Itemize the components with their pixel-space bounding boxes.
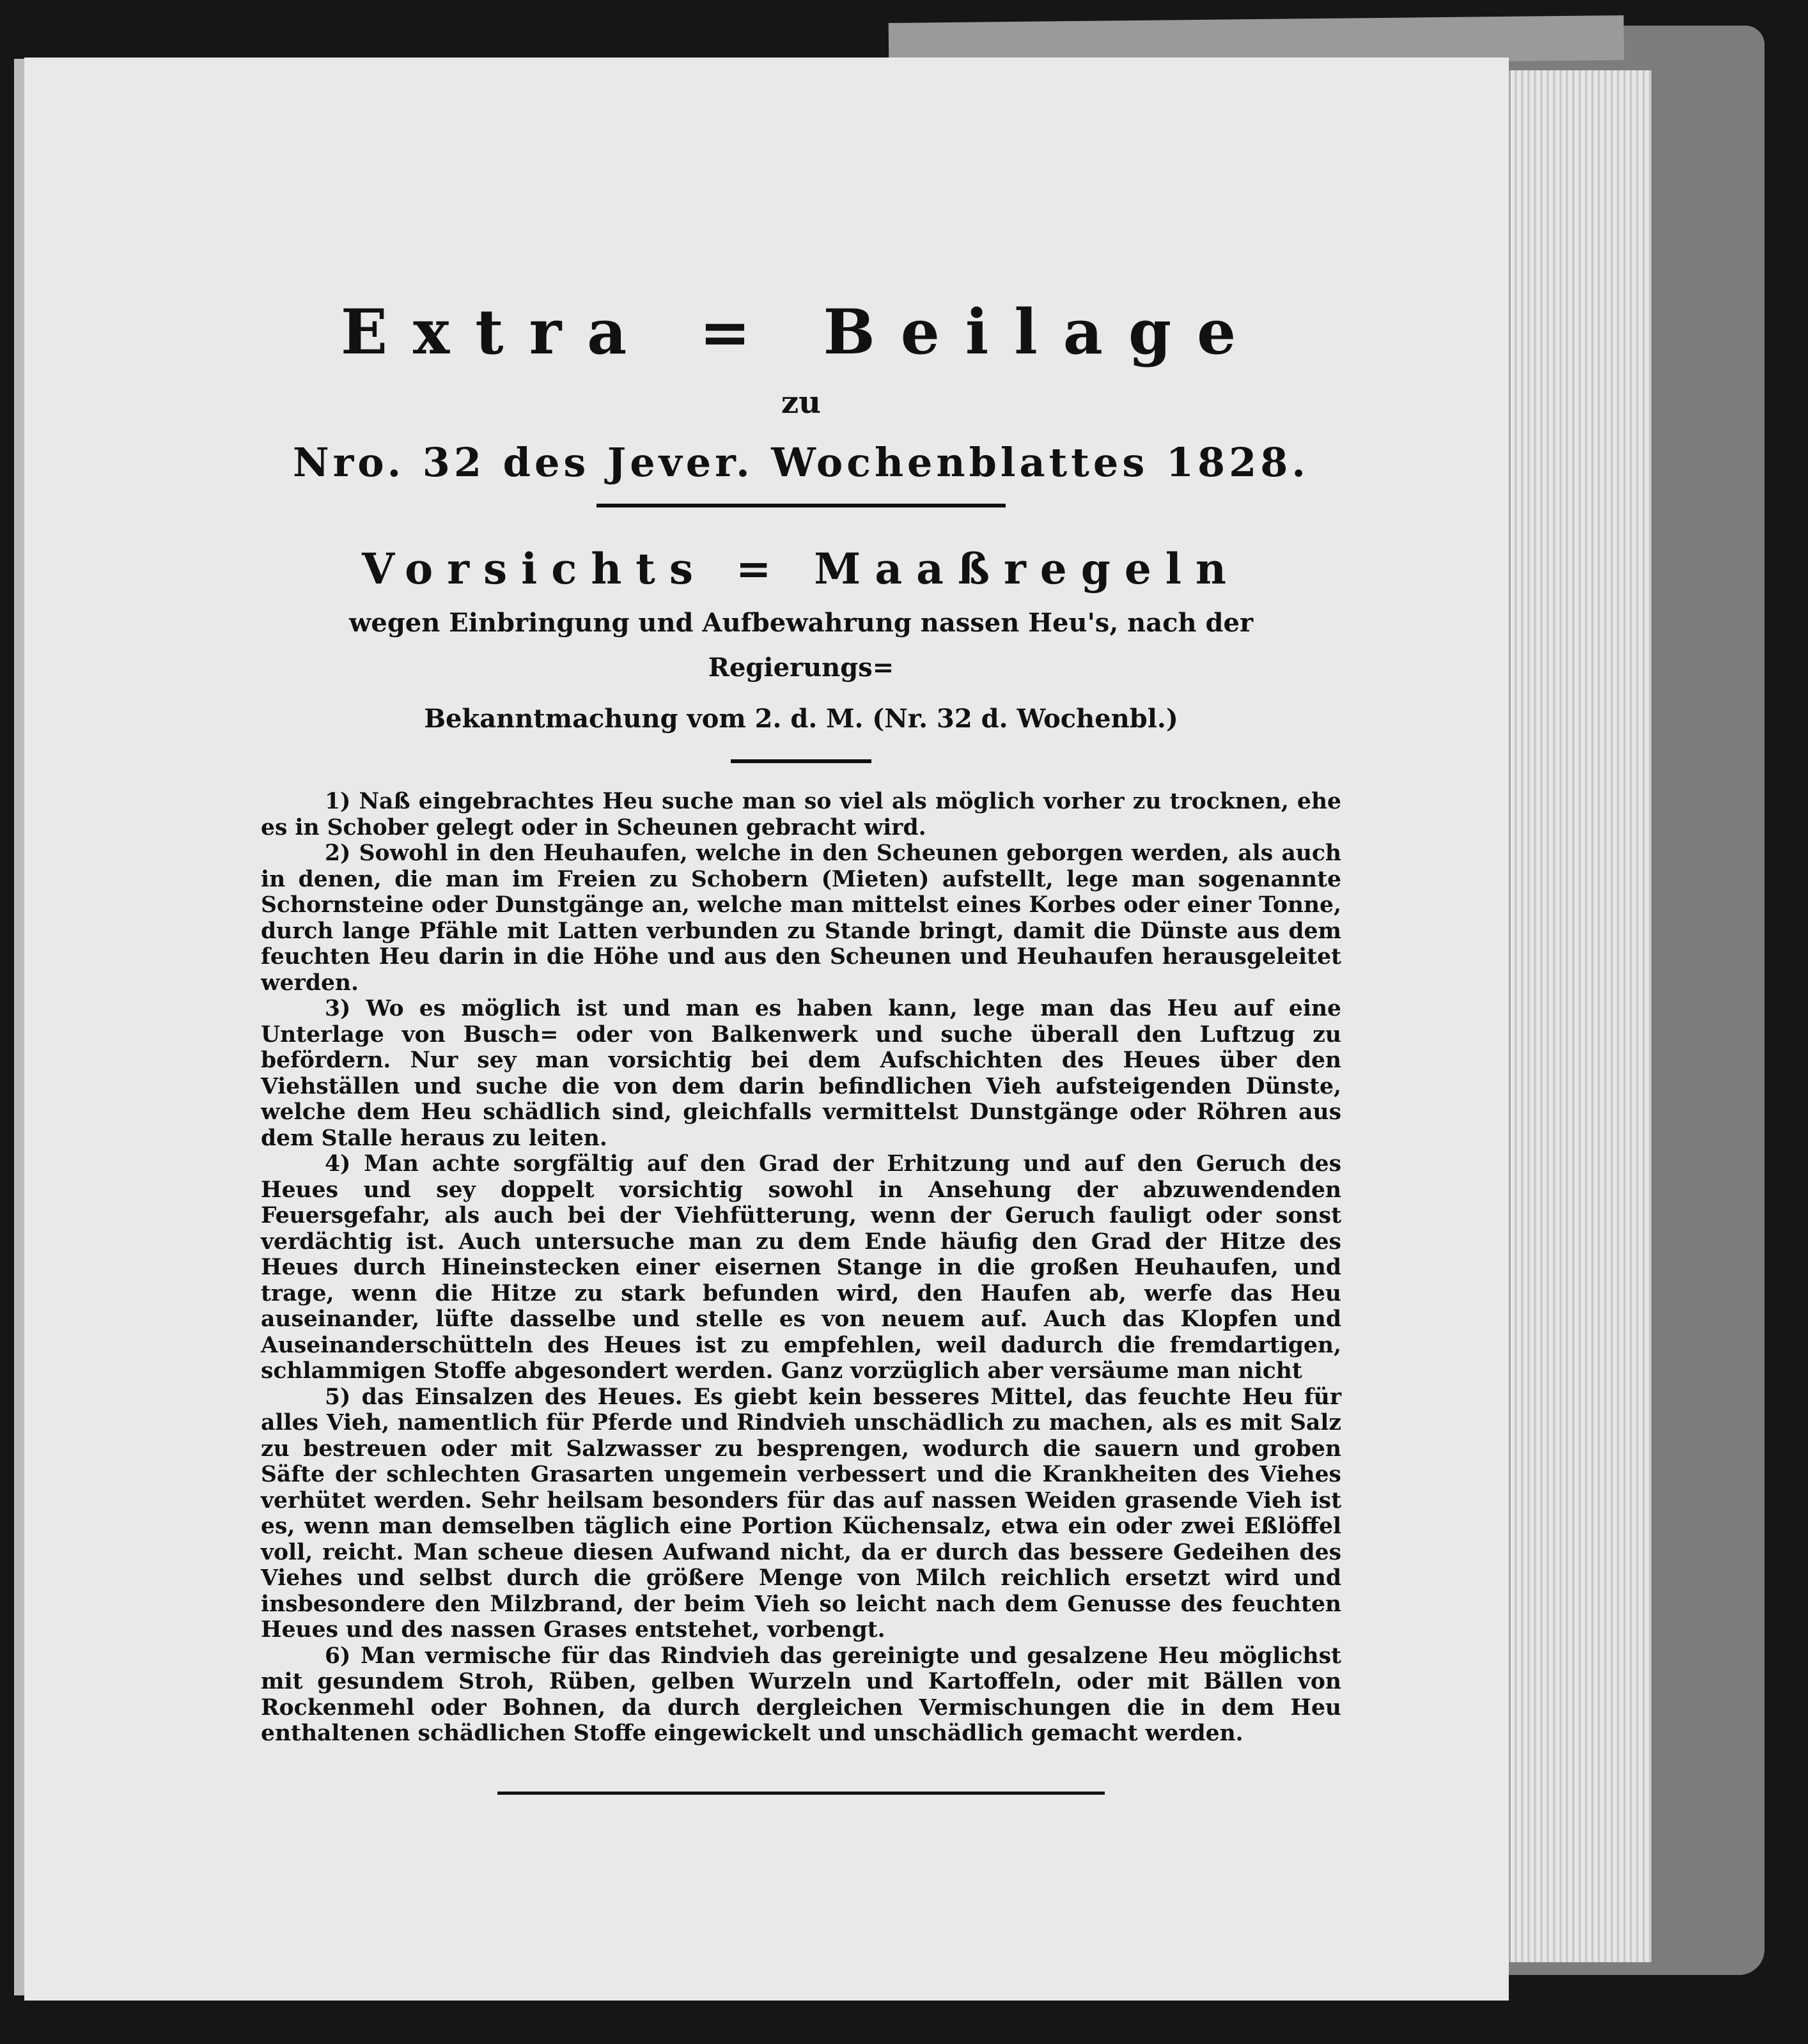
page-content	[261, 230, 1341, 1795]
paragraph-4: 4) Man achte sorgfältig auf den Grad der Erhitzung und auf den Geruch des Heues und sey doppelt vorsichtig sowohl in Ansehung der abzuwendenden Feuersgefahr, als auch bei der Viehfütterung, wenn der Geruch fauligt oder sonst verdächtig ist. Auch untersuche man zu dem Ende häufig den Grad der Hitze des Heues durch Hineinstecken einer eisernen Stange in die großen Heuhaufen, und trage, wenn die Hitze zu stark befunden wird, den Haufen ab, werfe das Heu auseinander, lüfte dasselbe und stelle es von neuem auf. Auch das Klopfen und Auseinanderschütteln des Heues ist zu empfehlen, weil dadurch die fremdartigen, schlammigen Stoffe abgesondert werden. Ganz vorzüglich aber versäume man nicht	[261, 1151, 1341, 1384]
paragraph-2: 2) Sowohl in den Heuhaufen, welche in den Scheunen geborgen werden, als auch in denen, die man im Freien zu Schobern (Mieten) aufstellt, lege man sogenannte Schornsteine oder Dunstgänge an, welche man mittelst eines Korbes oder einer Tonne, durch lange Pfähle mit Latten verbunden zu Stande bringt, damit die Dünste aus dem feuchten Heu darin in die Höhe und aus den Scheunen und Heuhaufen herausgeleitet werden.	[261, 840, 1341, 996]
issue-line: Nro. 32 des Jever. Wochenblattes 1828.	[292, 439, 1310, 486]
article-body	[261, 789, 1341, 1747]
paragraph-5: 5) das Einsalzen des Heues. Es giebt kein besseres Mittel, das feuchte Heu für alles Vieh, namentlich für Pferde und Rindvieh unschädlich zu machen, als es mit Salz zu bestreuen oder mit Salzwasser zu besprengen, wodurch die sauern und groben Säfte der schlechten Grasarten ungemein verbessert und die Krankheiten des Viehes verhütet werden. Sehr heilsam besonders für das auf nassen Weiden grasende Vieh ist es, wenn man demselben täglich eine Portion Küchensalz, etwa ein oder zwei Eßlöffel voll, reicht. Man scheue diesen Aufwand nicht, da er durch das bessere Gedeihen des Viehes und selbst durch die größere Menge von Milch reichlich ersetzt wird und insbesondere den Milzbrand, der beim Vieh so leicht nach dem Genusse des feuchten Heues und des nassen Grases entstehet, vorbengt.	[261, 1384, 1341, 1643]
section-subheading-line-1: wegen Einbringung und Aufbewahrung nassen Heu's, nach der Regierungs=	[348, 608, 1254, 683]
section-subheading-line-2: Bekanntmachung vom 2. d. M. (Nr. 32 d. Wochenbl.)	[424, 704, 1178, 734]
subheading-rule	[731, 759, 871, 763]
document-title: Extra = Beilage	[340, 296, 1262, 368]
left-page-edge	[14, 59, 24, 1995]
page-sheet	[24, 58, 1509, 2001]
paragraph-1: 1) Naß eingebrachtes Heu suche man so viel als möglich vorher zu trocknen, ehe es in Schober gelegt oder in Scheunen gebracht wird.	[261, 789, 1341, 840]
paragraph-6: 6) Man vermische für das Rindvieh das gereinigte und gesalzene Heu möglichst mit gesundem Stroh, Rüben, gelben Wurzeln und Kartoffeln, oder mit Bällen von Rockenmehl oder Bohnen, da durch dergleichen Vermischungen die in dem Heu enthaltenen schädlichen Stoffe eingewickelt und unschädlich gemacht werden.	[261, 1643, 1341, 1746]
section-heading: Vorsichts = Maaßregeln	[362, 544, 1240, 594]
header-rule	[596, 504, 1006, 507]
page-block-edges	[1509, 70, 1651, 1962]
paragraph-3: 3) Wo es möglich ist und man es haben kann, lege man das Heu auf eine Unterlage von Busch= oder von Balkenwerk und suche überall den Luftzug zu befördern. Nur sey man vorsichtig bei dem Aufschichten des Heues über den Viehställen und suche die von dem darin befindlichen Vieh aufsteigenden Dünste, welche dem Heu schädlich sind, gleichfalls vermittelst Dunstgänge oder Röhren aus dem Stalle heraus zu leiten.	[261, 996, 1341, 1151]
footer-rule	[497, 1792, 1105, 1795]
document-zu: zu	[781, 385, 822, 421]
